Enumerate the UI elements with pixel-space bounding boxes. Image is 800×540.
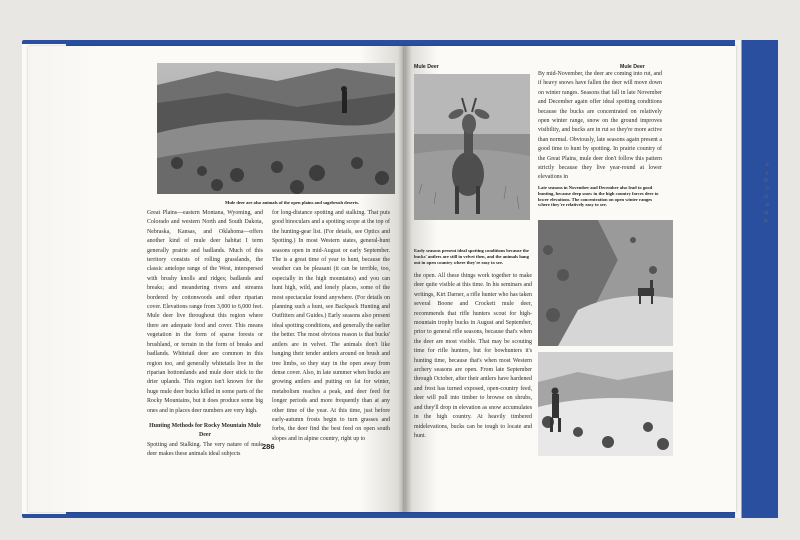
left-column-1 <box>147 209 263 460</box>
edge-letter: ts <box>764 218 768 224</box>
left-column-2 <box>272 209 390 444</box>
page-number: 286 <box>262 442 275 451</box>
edge-letter: a <box>766 202 769 208</box>
book-gutter <box>398 46 412 512</box>
winter-hunter-photo <box>538 352 673 456</box>
mule-deer-photo <box>414 74 530 220</box>
edge-letter: o <box>766 186 769 192</box>
edge-letter: st <box>764 194 768 200</box>
right-column-1 <box>414 272 532 441</box>
photo-caption: Early seasons present ideal spotting conditions because the bucks' antlers are still in velvet then, and the animals hang out in open country where they're easy to see. <box>414 248 529 265</box>
right-column-2 <box>538 70 662 183</box>
edge-letter: fo <box>764 178 769 184</box>
photo-caption: Late seasons in November and December also lead to good hunting, because deep snow in the high country forces deer to lower elevations. The concentration on open winter ranges where they're relatively easy to see. <box>538 185 659 208</box>
body-text: Spotting and Stalking. The very nature of mule deer makes these animals ideal subjects <box>147 441 263 458</box>
running-head: Mule Deer <box>620 64 645 70</box>
deer-on-slope-photo <box>538 220 673 346</box>
body-text: By mid-November, the deer are coming into rut, and if heavy snows have fallen the deer will move down on winter ranges. Seasons that fall in late November and December again offer ideal spotting conditions because the bucks are concentrated on relatively open winter range, snow on the ground improves visibility, and bucks are in rut so they're more active than normal. Obviously, late seasons again present a good time to hunt by spotting. In prairie country of the Great Plains, mule deer don't follow this pattern strictly because they live year-round at lower elevations in <box>538 71 662 181</box>
edge-letter: al <box>764 210 768 216</box>
photo-caption: Mule deer are also animals of the open plains and sagebrush deserts. <box>225 200 360 205</box>
edge-letter: e <box>766 162 769 168</box>
running-head: Mule Deer <box>414 64 439 70</box>
edge-letter: y <box>766 170 769 176</box>
page-stack-right <box>735 40 778 518</box>
body-text: the open. All these things work together to make deer quite visible at this time. In his seminars and writings, Kirt Darner, a rifle hunter who has taken several Boone and Crockett mule deer, recommends that rifle hunters scout for high-mountain trophy bucks in August and September, prior to general rifle seasons, because that's when the deer are most visible. That may be scouting time for rifle hunters, but for bowhunters it's hunting time, because that's when most Western archery seasons are open. From late September through October, after their antlers have hardened and frost has turned exposed, open-country feed, deer will pull into timber to browse on shrubs, and they'll drop in elevation as snow accumulates in the high country. At heavily timbered midelevations, bucks can be tough to locate and hunt. <box>414 273 532 439</box>
body-text: for long-distance spotting and stalking. That puts good binoculars and a spotting scope at the top of the hunting-gear list. (For details, see Optics and Spotting.) In most Western states, general-hunt seasons open in mid-August or early September. The is a great time of year to hunt, because the weather can be pleasant (it can be terrible, too, especially in the high mountains) and you can hunt high, wild, and lonely places, some of the most spectacular found anywhere. (For details on planning such a hunt, see Backpack Hunting and Outfitters and Guides.) Early seasons also present ideal spotting conditions, and generally the earlier the better. The most obvious reason is that bucks' antlers are in velvet. The animals don't like banging their tender antlers around on brush and tree limbs, so they stay in the open away from dense cover. Also, in late summer when bucks are growing antlers and putting on fat for winter, metabolism reaches a peak, and deer feed for longer periods and more frequently than at any other time of the year. At this time, just before early-autumn frosts begin to turn grasses and forbs, the deer find the best feed on open south slopes and in alpine country, right up to <box>272 210 390 442</box>
section-heading: Hunting Methods for Rocky Mountain Mule Deer <box>149 422 261 439</box>
body-text: Great Plains—eastern Montana, Wyoming, and Colorado and western North and South Dakota, Nebraska, Kansas, and Oklahoma—offers another kind of mule deer habitat I term generally prairie and badlands. Much of this territory consists of rolling grasslands, the classic antelope range of the West, interspersed with brushy knolls and ridges; badlands and breaks; and meandering rivers and streams bordered by cottonwoods and other riparian cover. Elevations range from 3,000 to 6,000 feet. Mule deer live throughout this region where there are adequate food and cover. This means vegetation in the form of sparse forests or brushland, or terrain in the form of breaks and badlands. Whitetail deer are common in this region too, and generally whitetails live in the riparian bottomlands and mule deer stick to the drier uplands. This region isn't known for the huge mule deer bucks killed in some parts of the Rocky Mountains, but it does produce some big ones and in places deer numbers are very high. <box>147 210 263 414</box>
hillside-hunter-photo <box>157 63 395 194</box>
